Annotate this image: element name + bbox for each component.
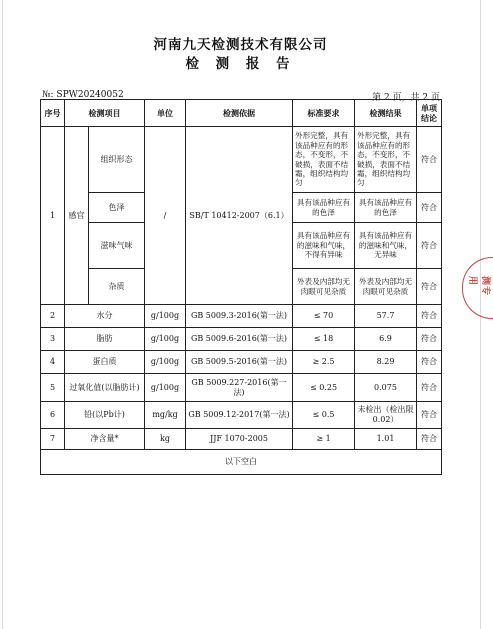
row-basis: GB 5009.12-2017(第一法)	[186, 402, 293, 429]
row-basis: SB/T 10412-2007（6.1）	[186, 127, 293, 305]
row-requirement: ≥ 1	[293, 429, 355, 450]
col-header-basis: 检测依据	[186, 100, 293, 127]
row-result: 具有该品种应有的滋味和气味，无异味	[355, 223, 417, 269]
row-subitem: 组织形态	[89, 127, 145, 193]
row-item: 净含量*	[65, 429, 145, 450]
row-item: 蛋白质	[65, 351, 145, 374]
page-indicator: 第 2 页，共 2 页	[372, 93, 440, 103]
blank-below-note: 以下空白	[41, 450, 442, 475]
row-result: 未检出（检出限0.02）	[355, 402, 417, 429]
row-result: 外形完整，具有该品种应有的形态，不变形，不破损，表面不结霜，组织结构均匀	[355, 127, 417, 193]
row-conclusion: 符合	[417, 429, 442, 450]
company-name: 河南九天检测技术有限公司	[153, 37, 328, 53]
table-row	[41, 351, 442, 374]
row-conclusion: 符合	[417, 269, 442, 305]
row-item: 铅(以Pb计)	[65, 402, 145, 429]
row-basis: GB 5009.5-2016(第一法)	[186, 351, 293, 374]
row-seq: 5	[41, 374, 65, 402]
row-conclusion: 符合	[417, 127, 442, 193]
row-unit: kg	[145, 429, 186, 450]
row-requirement: 具有该品种应有的滋味和气味，不得有异味	[293, 223, 355, 269]
row-conclusion: 符合	[417, 328, 442, 351]
row-seq: 3	[41, 328, 65, 351]
table-row	[41, 429, 442, 450]
row-unit: /	[145, 127, 186, 305]
row-seq: 2	[41, 305, 65, 328]
row-unit: mg/kg	[145, 402, 186, 429]
row-conclusion: 符合	[417, 351, 442, 374]
row-item: 水分	[65, 305, 145, 328]
table-row	[41, 127, 442, 193]
row-unit: g/100g	[145, 374, 186, 402]
table-header-row	[41, 100, 442, 127]
test-results-table	[40, 99, 442, 475]
row-subitem: 杂质	[89, 269, 145, 305]
row-unit: g/100g	[145, 328, 186, 351]
row-result: 6.9	[355, 328, 417, 351]
report-number: №: SPW20240052	[42, 90, 124, 100]
table-row-footer	[41, 450, 442, 475]
row-conclusion: 符合	[417, 305, 442, 328]
row-unit: g/100g	[145, 305, 186, 328]
row-unit: g/100g	[145, 351, 186, 374]
row-result: 具有该品种应有的色泽	[355, 193, 417, 223]
row-requirement: 外形完整，具有该品种应有的形态，不变形，不破损，表面不结霜，组织结构均匀	[293, 127, 355, 193]
col-header-conclusion: 单项结论	[417, 100, 442, 127]
row-seq: 1	[41, 127, 65, 305]
row-conclusion: 符合	[417, 374, 442, 402]
row-item: 过氧化值(以脂肪计)	[65, 374, 145, 402]
table-row	[41, 374, 442, 402]
col-header-unit: 单位	[145, 100, 186, 127]
row-category: 感官	[65, 127, 89, 305]
table-row	[41, 305, 442, 328]
row-basis: GB 5009.6-2016(第一法)	[186, 328, 293, 351]
row-requirement: ≤ 0.5	[293, 402, 355, 429]
row-requirement: ≤ 70	[293, 305, 355, 328]
row-conclusion: 符合	[417, 402, 442, 429]
table-row	[41, 402, 442, 429]
row-result: 8.29	[355, 351, 417, 374]
table-row	[41, 328, 442, 351]
row-result: 1.01	[355, 429, 417, 450]
row-basis: GB 5009.3-2016(第一法)	[186, 305, 293, 328]
row-requirement: 具有该品种应有的色泽	[293, 193, 355, 223]
row-seq: 6	[41, 402, 65, 429]
col-header-requirement: 标准要求	[293, 100, 355, 127]
col-header-item: 检测项目	[65, 100, 145, 127]
row-requirement: ≥ 2.5	[293, 351, 355, 374]
report-title: 检 测 报 告	[185, 56, 296, 72]
row-requirement: ≤ 0.25	[293, 374, 355, 402]
row-basis: JJF 1070-2005	[186, 429, 293, 450]
row-seq: 4	[41, 351, 65, 374]
row-requirement: ≤ 18	[293, 328, 355, 351]
row-item: 脂肪	[65, 328, 145, 351]
row-subitem: 色泽	[89, 193, 145, 223]
row-conclusion: 符合	[417, 193, 442, 223]
row-result: 外表及内部均无肉眼可见杂质	[355, 269, 417, 305]
seal-text: 测专用	[467, 276, 490, 297]
col-header-seq: 序号	[41, 100, 65, 127]
row-basis: GB 5009.227-2016(第一法)	[186, 374, 293, 402]
col-header-result: 检测结果	[355, 100, 417, 127]
row-result: 0.075	[355, 374, 417, 402]
row-conclusion: 符合	[417, 223, 442, 269]
row-requirement: 外表及内部均无肉眼可见杂质	[293, 269, 355, 305]
row-result: 57.7	[355, 305, 417, 328]
row-seq: 7	[41, 429, 65, 450]
row-subitem: 滋味气味	[89, 223, 145, 269]
